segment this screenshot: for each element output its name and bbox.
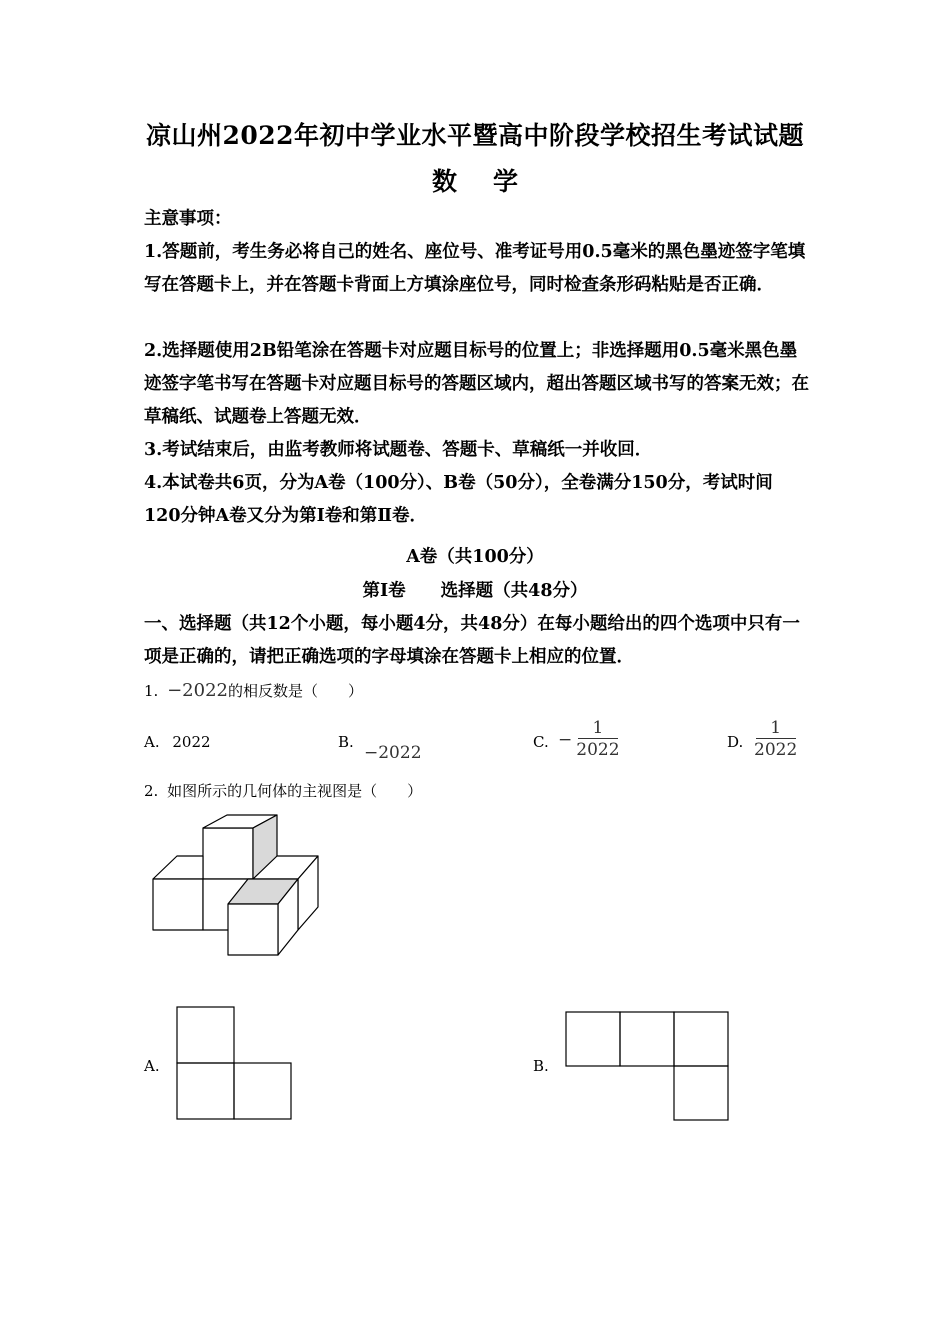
choice-instructions: 一、选择题（共12个小题，每小题4分，共48分）在每小题给出的四个选项中只有一项是正确的，请把正确选项的字母填涂在答题卡上相应的位置． [144,614,800,667]
option-b-value: −2022 [364,743,422,763]
option-value: 2022 [172,733,211,751]
view-square [177,1063,234,1119]
note-item-4: 4.本试卷共6页，分为A卷（100分）、B卷（50分），全卷满分150分，考试时间120分钟A卷又分为第Ⅰ卷和第Ⅱ卷． [144,473,773,526]
view-square [620,1012,674,1066]
view-square [674,1012,728,1066]
notes-heading: 主意事项： [144,209,232,229]
view-square [566,1012,620,1066]
q2-option-b-view [565,1011,730,1121]
view-square [234,1063,291,1119]
option-label: B. [533,1057,549,1075]
q2-option-a-view [176,1006,292,1120]
option-label: A. [144,733,160,751]
view-square [177,1007,234,1063]
volume-1-heading: 第Ⅰ卷 选择题（共48分） [362,581,588,601]
numerator: 1 [770,718,782,738]
view-square [674,1066,728,1120]
option-label: C. [533,733,549,751]
subject-title: 数学 [431,167,554,196]
numerator: 1 [592,718,604,738]
note-item-2: 2.选择题使用2B铅笔涂在答题卡对应题目标号的位置上；非选择题用0.5毫米黑色墨迹签字笔书写在答题卡对应题目标号的答题区域内，超出答题区域书写的答案无效；在草稿纸、试题卷上答题无效． [144,341,809,427]
exam-title: 凉山州2022年初中学业水平暨高中阶段学校招生考试试题 [145,121,805,150]
question-text: 如图所示的几何体的主视图是（ ） [167,782,423,800]
q2-option-b [533,1057,549,1075]
q2-option-a [144,1057,160,1075]
question-number: 1. [144,682,159,700]
minus-sign: − [558,729,573,750]
option-label: A. [144,1057,160,1075]
option-label: D. [727,733,744,751]
option-label: B. [338,733,354,751]
part-a-heading: A卷（共100分） [406,547,544,567]
denominator: 2022 [576,740,620,760]
question-number: 2. [144,782,159,800]
question-expression: −2022 [167,680,228,701]
note-item-3: 3.考试结束后，由监考教师将试题卷、答题卡、草稿纸一并收回． [144,440,653,460]
denominator: 2022 [754,740,798,760]
note-item-1: 1.答题前，考生务必将自己的姓名、座位号、准考证号用0.5毫米的黑色墨迹签字笔填写在答题卡上，并在答题卡背面上方填涂座位号，同时检查条形码粘贴是否正确． [144,242,806,295]
question-text: 的相反数是（ ） [227,682,363,700]
